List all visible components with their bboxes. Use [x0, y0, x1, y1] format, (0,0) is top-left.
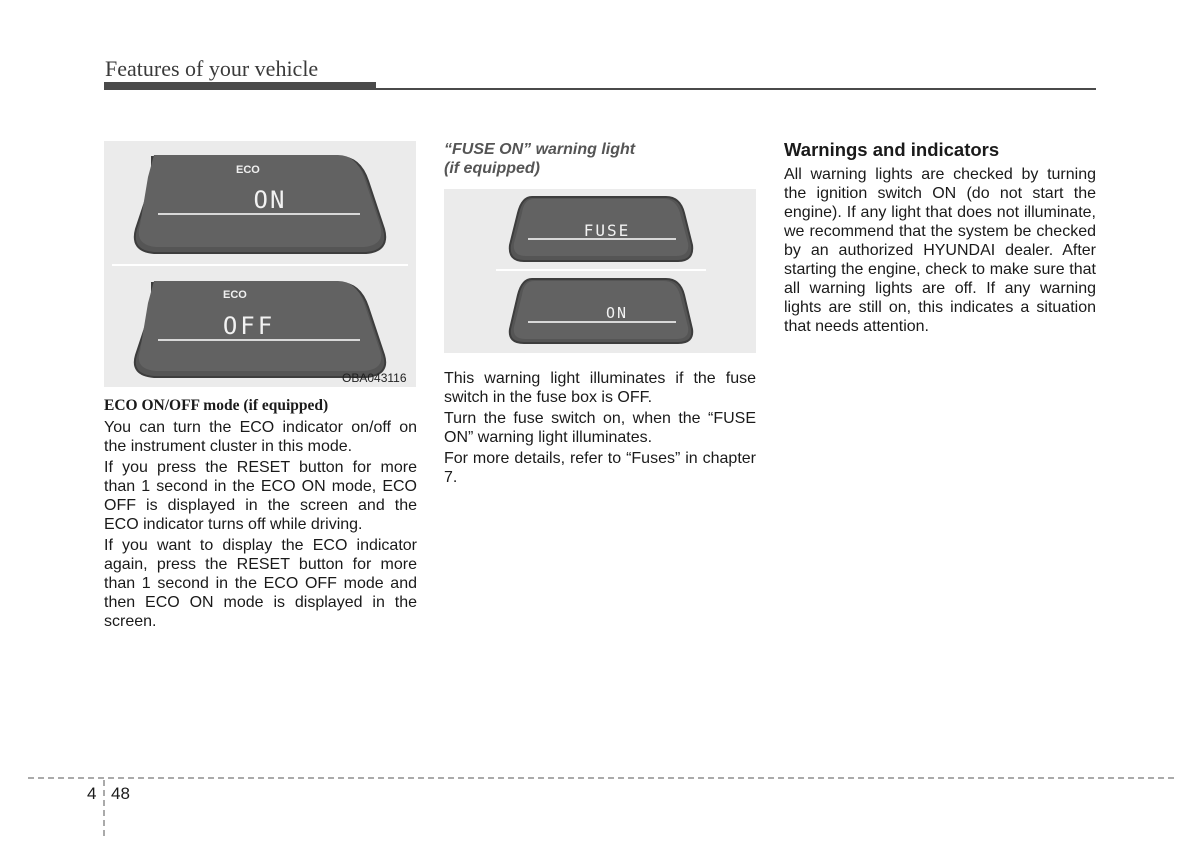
eco-section	[104, 396, 417, 633]
warnings-paragraph-1: All warning lights are checked by turning the ignition switch ON (do not start the engine). If any light that does not illuminate, we recommend that the system be checked by an authorized HYUNDAI dealer. After starting the engine, check to make sure that all warning lights are off. If any warning lights are still on, this indicates a situation that needs attention.	[784, 166, 1096, 335]
eco-paragraph-1: You can turn the ECO indicator on/off on the instrument cluster in this mode.	[104, 419, 417, 455]
eco-section-title: ECO ON/OFF mode (if equipped)	[104, 397, 329, 414]
fuse-readout: FUSE	[583, 221, 631, 240]
eco-label-top: ECO	[236, 164, 260, 176]
eco-off-readout: OFF	[222, 312, 276, 340]
fuse-title-line-2: (if equipped)	[444, 160, 540, 177]
fuse-display-panel-bottom	[510, 279, 692, 343]
fuse-paragraph-2: Turn the fuse switch on, when the “FUSE ON” warning light illuminates.	[444, 410, 756, 446]
eco-label-bottom: ECO	[223, 289, 247, 301]
eco-off-display-panel	[135, 281, 385, 377]
warnings-section-title: Warnings and indicators	[784, 139, 1000, 160]
figure-code: OBA043116	[342, 371, 407, 385]
page-header-title: Features of your vehicle	[105, 56, 319, 81]
eco-paragraph-3: If you want to display the ECO indicator again, press the RESET button for more than 1 second in the ECO OFF mode and then ECO ON mode is displayed in the screen.	[104, 537, 417, 630]
fuse-display-panel-top	[510, 197, 692, 261]
eco-paragraph-2: If you press the RESET button for more than 1 second in the ECO ON mode, ECO OFF is displayed in the screen and the ECO indicator turns off while driving.	[104, 459, 417, 533]
eco-on-readout: ON	[253, 186, 287, 214]
footer-divider	[103, 780, 105, 836]
fuse-on-readout: ON	[605, 304, 629, 322]
eco-on-display-panel	[135, 155, 385, 253]
fuse-paragraph-3: For more details, refer to “Fuses” in chapter 7.	[444, 450, 756, 486]
fuse-paragraph-1: This warning light illuminates if the fuse switch in the fuse box is OFF.	[444, 370, 756, 406]
fuse-title-line-1: “FUSE ON” warning light	[444, 141, 636, 158]
fuse-section-title	[444, 140, 756, 178]
footer-rule	[28, 777, 1174, 779]
chapter-number: 4	[87, 784, 97, 803]
fuse-figure	[444, 189, 756, 353]
header-rule	[104, 88, 1096, 90]
fuse-section	[444, 369, 756, 489]
page-number: 48	[111, 784, 130, 803]
warnings-section	[784, 165, 1096, 338]
eco-figure	[104, 141, 416, 387]
